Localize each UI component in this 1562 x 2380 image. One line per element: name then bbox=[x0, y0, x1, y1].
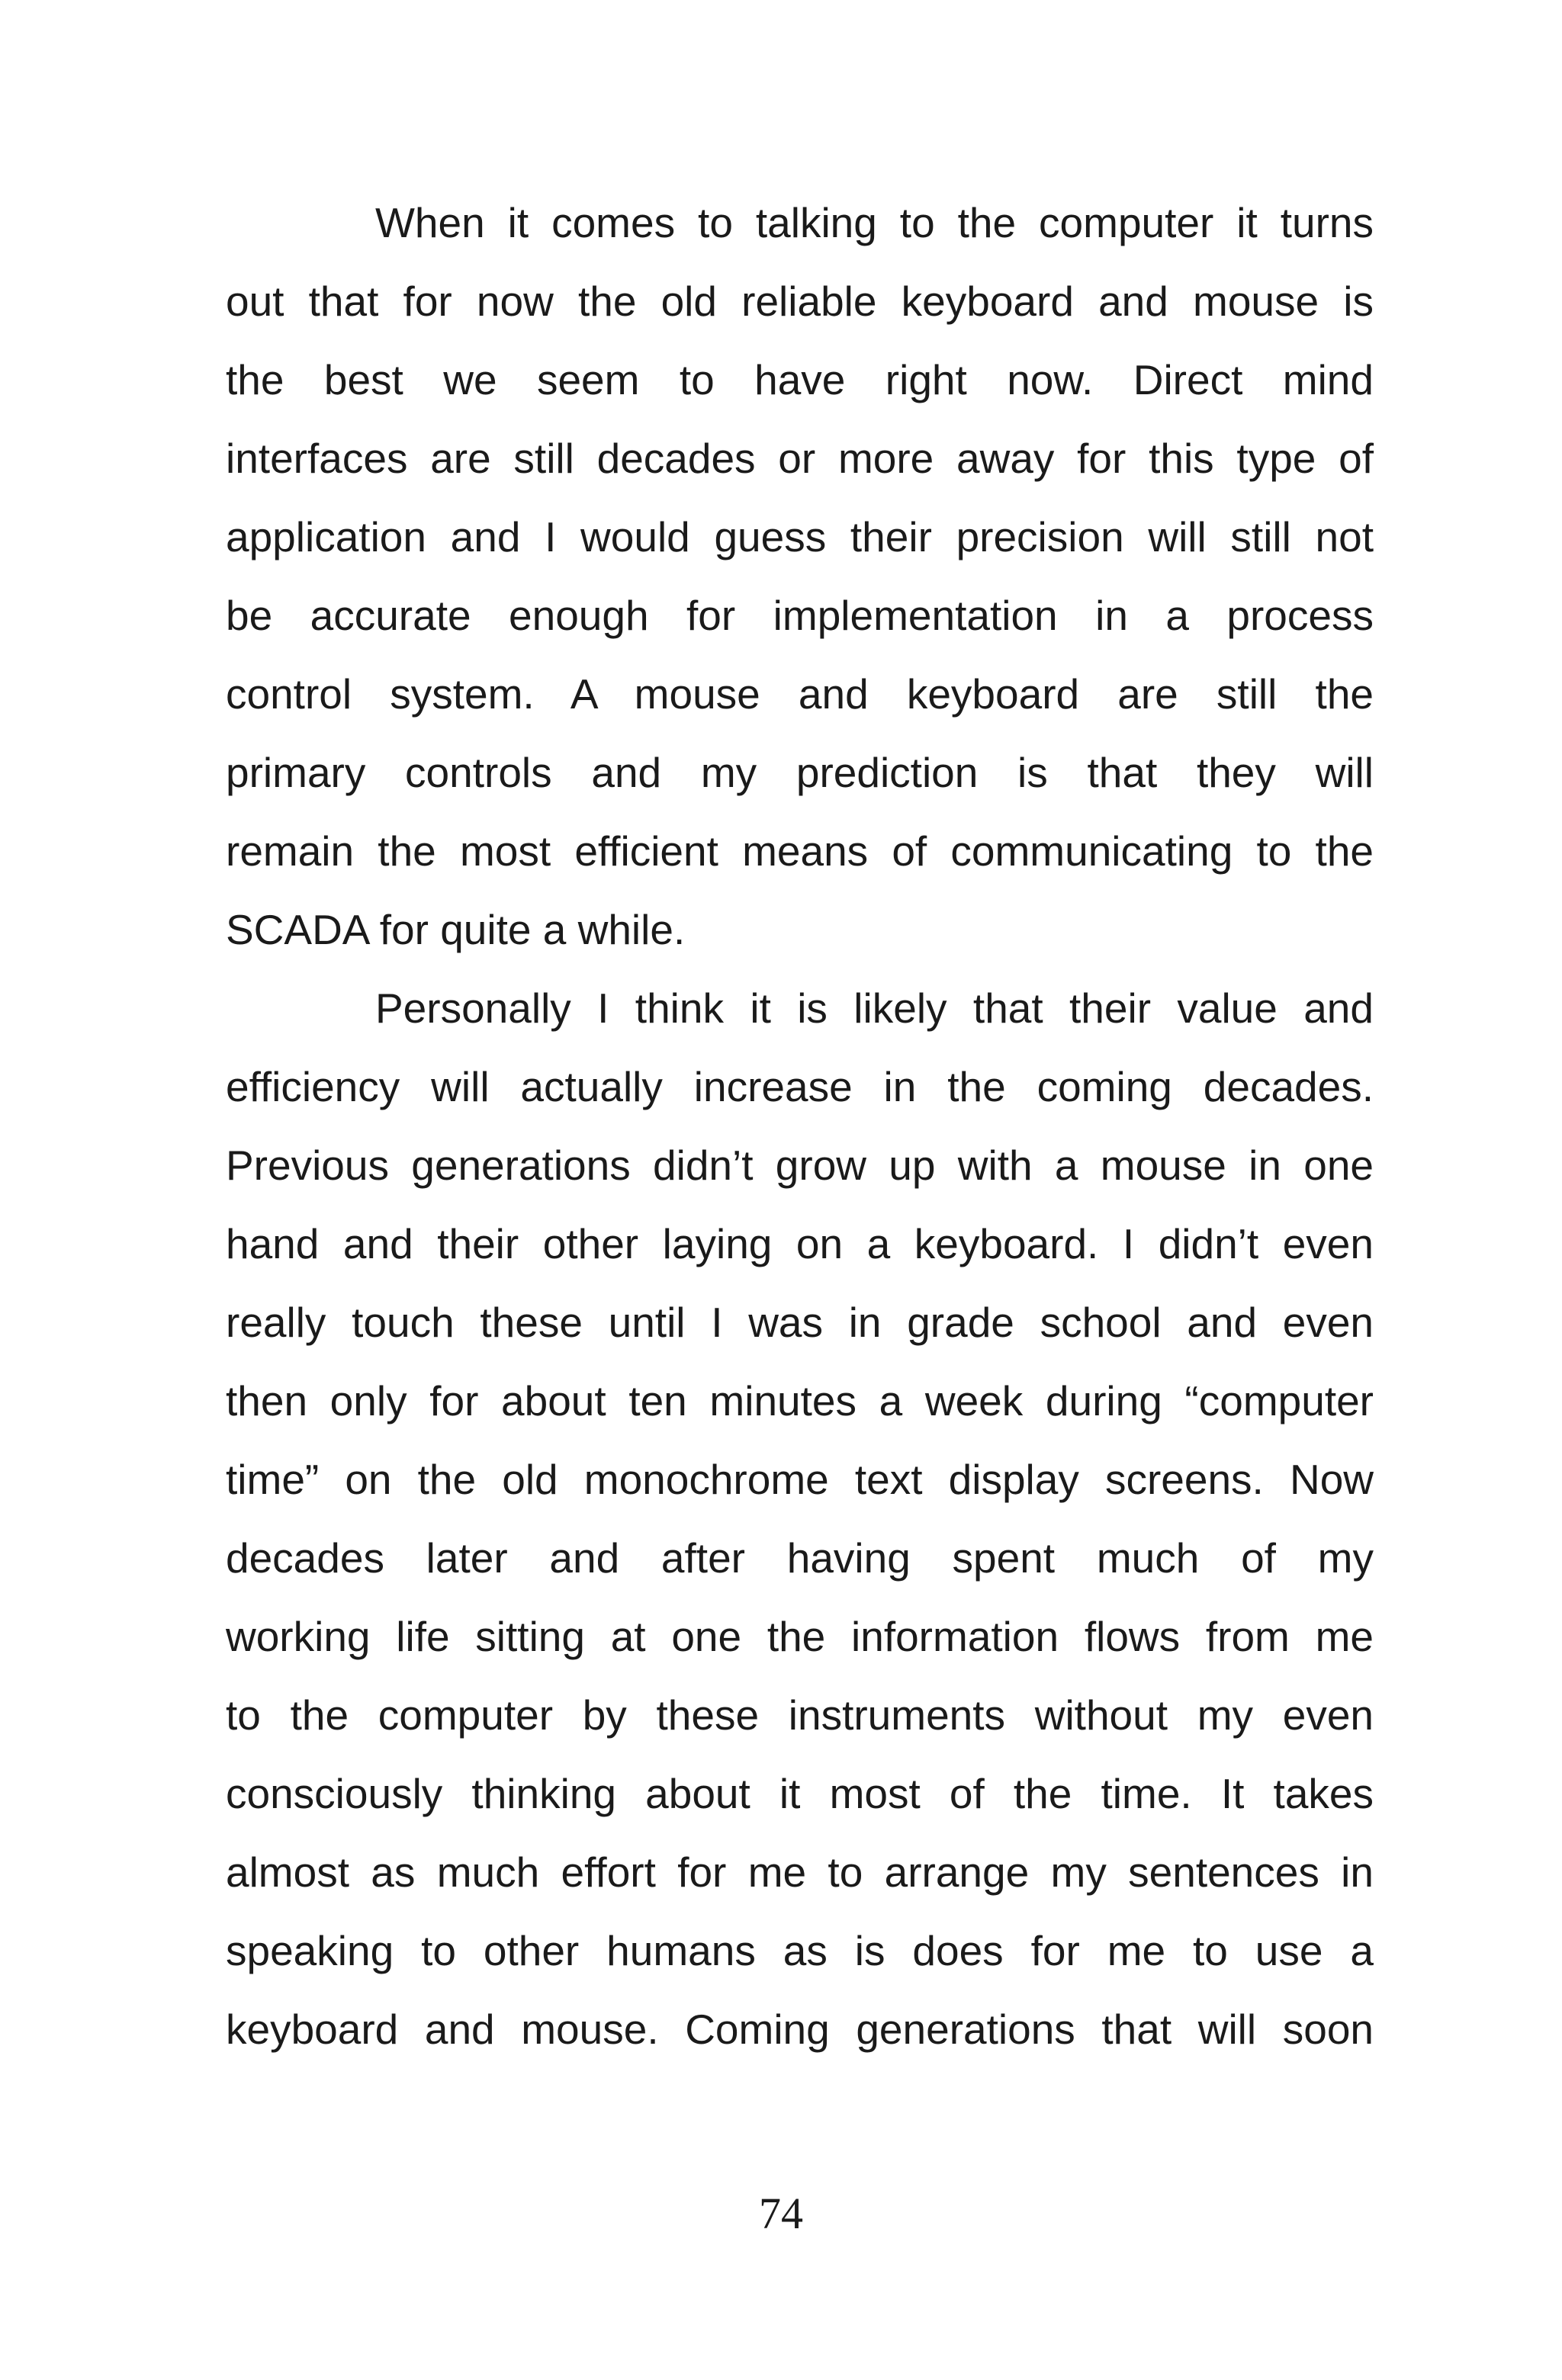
paragraph-1-line-1: When it comes to talking to the computer it turns bbox=[375, 199, 1374, 246]
paragraph-1-line-5: application and I would guess their precision will still not bbox=[226, 513, 1374, 560]
paragraph-2-line-1: Personally I think it is likely that their value and bbox=[375, 984, 1374, 1032]
paragraph-1-line-10: SCADA for quite a while. bbox=[226, 906, 686, 953]
paragraph-1-line-2: out that for now the old reliable keyboard and mouse is bbox=[226, 278, 1374, 325]
paragraph-2-line-4: hand and their other laying on a keyboard. I didn’t even bbox=[226, 1220, 1374, 1267]
paragraph-1-line-8: primary controls and my prediction is that they will bbox=[226, 749, 1374, 796]
body-text bbox=[226, 200, 1374, 2085]
page-number: 74 bbox=[759, 2189, 803, 2238]
paragraph-1-line-3: the best we seem to have right now. Direct mind bbox=[226, 356, 1374, 403]
paragraph-2-line-14: keyboard and mouse. Coming generations that will soon bbox=[226, 2006, 1374, 2053]
paragraph-2-line-8: decades later and after having spent much of my bbox=[226, 1534, 1374, 1582]
paragraph-2-line-3: Previous generations didn’t grow up with a mouse in one bbox=[226, 1142, 1374, 1189]
paragraph-1-line-7: control system. A mouse and keyboard are still the bbox=[226, 670, 1374, 718]
paragraph-2-line-7: time” on the old monochrome text display screens. Now bbox=[226, 1456, 1374, 1503]
paragraph-1-line-4: interfaces are still decades or more away for this type of bbox=[226, 435, 1374, 482]
paragraph-2-line-2: efficiency will actually increase in the coming decades. bbox=[226, 1063, 1374, 1110]
paragraph-2-line-10: to the computer by these instruments without my even bbox=[226, 1691, 1374, 1739]
paragraph-2-line-13: speaking to other humans as is does for me to use a bbox=[226, 1927, 1374, 1974]
paragraph-2-line-11: consciously thinking about it most of the time. It takes bbox=[226, 1770, 1374, 1817]
paragraph-2-line-5: really touch these until I was in grade school and even bbox=[226, 1299, 1374, 1346]
paragraph-2-line-12: almost as much effort for me to arrange my sentences in bbox=[226, 1848, 1374, 1896]
paragraph-1-line-6: be accurate enough for implementation in a process bbox=[226, 592, 1374, 639]
paragraph-2-line-6: then only for about ten minutes a week during “computer bbox=[226, 1377, 1374, 1424]
paragraph-2-line-9: working life sitting at one the information flows from me bbox=[226, 1613, 1374, 1660]
paragraph-1-line-9: remain the most efficient means of communicating to the bbox=[226, 827, 1374, 875]
